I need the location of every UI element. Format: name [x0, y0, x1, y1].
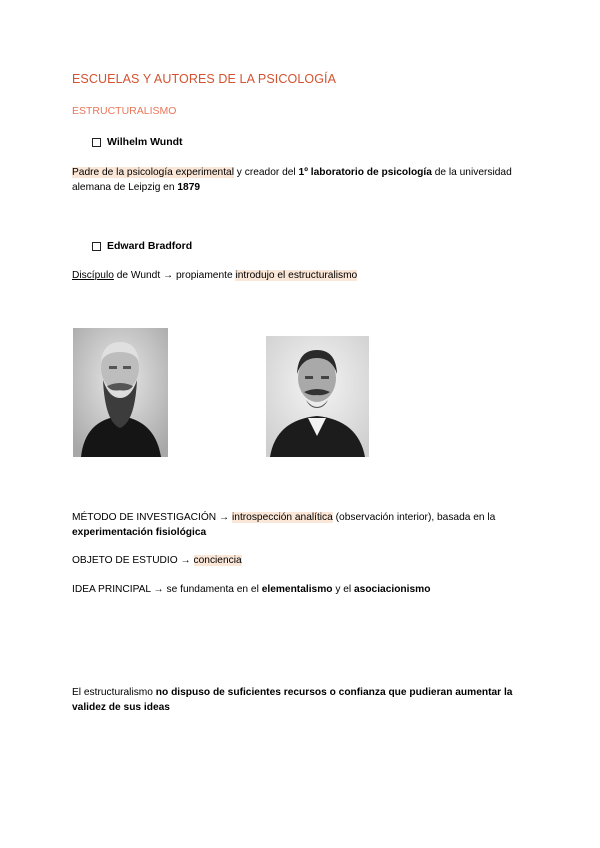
text: IDEA PRINCIPAL → se fundamenta en el — [72, 584, 262, 595]
author-name: Wilhelm Wundt — [107, 136, 183, 148]
wundt-portrait — [73, 328, 168, 457]
text: El estructuralismo — [72, 687, 156, 698]
text: de Wundt → propiamente — [113, 270, 236, 281]
conclusion-paragraph — [72, 685, 522, 715]
bold-text: 1º laboratorio de psicología — [298, 167, 432, 178]
highlight-text: Padre de la psicología experimental — [72, 167, 234, 178]
checkbox-icon[interactable] — [92, 242, 101, 251]
text: (observación interior), basada en la — [332, 512, 496, 523]
author-item-bradford — [92, 240, 192, 252]
bradford-portrait — [266, 336, 369, 457]
highlight-text: conciencia — [193, 555, 242, 566]
underlined-text: Discípulo — [72, 270, 114, 281]
bold-text: experimentación fisiológica — [72, 527, 207, 538]
checkbox-icon[interactable] — [92, 138, 101, 147]
bold-text: elementalismo — [261, 584, 333, 595]
page-title: ESCUELAS Y AUTORES DE LA PSICOLOGÍA — [72, 72, 337, 86]
idea-paragraph — [72, 582, 532, 597]
bold-text: 1879 — [177, 182, 201, 193]
text: OBJETO DE ESTUDIO → — [72, 555, 194, 566]
objeto-paragraph — [72, 553, 532, 568]
wundt-description — [72, 165, 532, 195]
text: MÉTODO DE INVESTIGACIÓN → — [72, 512, 233, 523]
portrait-image — [266, 336, 369, 457]
highlight-text: introspección analítica — [232, 512, 333, 523]
section-heading: ESTRUCTURALISMO — [72, 105, 177, 117]
bold-text: no dispuso de suficientes recursos o confianza que pudieran aumentar la validez de sus ideas — [72, 687, 513, 713]
author-name: Edward Bradford — [107, 240, 193, 252]
author-item-wundt — [92, 136, 183, 148]
text: y el — [332, 584, 354, 595]
text: de la universidad alemana de Leipzig en — [72, 167, 512, 193]
portrait-image — [73, 328, 168, 457]
highlight-text: introdujo el estructuralismo — [235, 270, 358, 281]
metodo-paragraph — [72, 510, 532, 540]
bold-text: asociacionismo — [354, 584, 431, 595]
bradford-description — [72, 268, 532, 283]
text: y creador del — [233, 167, 299, 178]
